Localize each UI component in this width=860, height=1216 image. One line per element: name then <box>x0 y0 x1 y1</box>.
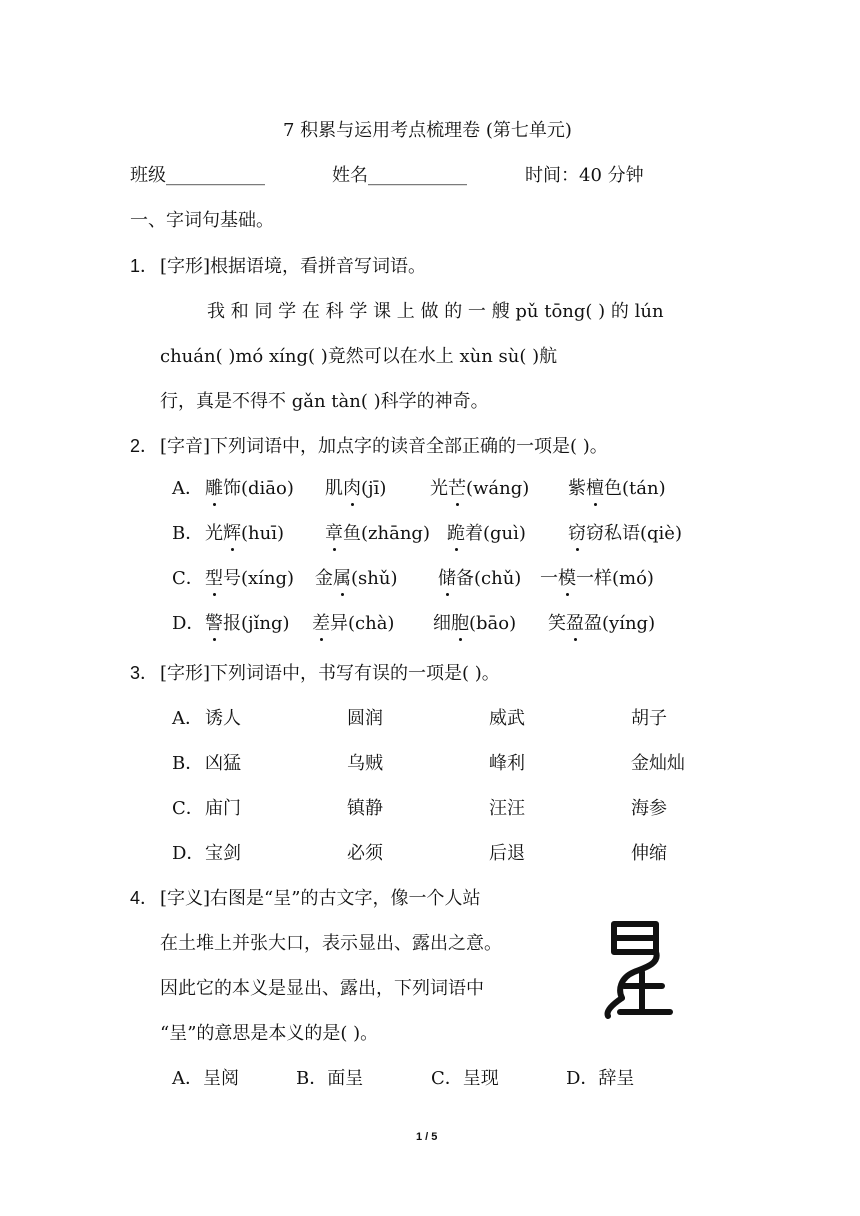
word-prefix: 紫 <box>568 478 586 499</box>
option-d: D．辞呈 <box>566 1068 635 1089</box>
question-text-line: 在土堆上并张大口，表示显出、露出之意。 <box>160 933 502 954</box>
option-letter: B． <box>172 753 204 774</box>
word-prefix: 细 <box>433 613 451 634</box>
option-word: 峰利 <box>489 753 525 774</box>
option-word: 凶猛 <box>205 753 241 774</box>
word-suffix: 饰(diāo) <box>223 478 294 499</box>
option-word: 庙门 <box>205 798 241 819</box>
option-letter: A． <box>172 708 203 729</box>
name-field-label: 姓名___________ <box>332 165 467 186</box>
option-word: 胡子 <box>631 708 667 729</box>
question-stem: [字形]根据语境，看拼音写词语。 <box>160 256 427 277</box>
option-letter: B． <box>172 523 204 544</box>
word-suffix: 异(chà) <box>330 613 395 634</box>
option-word <box>325 474 386 500</box>
option-word: 乌贼 <box>347 753 383 774</box>
question-stem: [字音]下列词语中，加点字的读音全部正确的一项是( )。 <box>160 436 608 457</box>
option-word <box>433 609 516 635</box>
option-b: B．面呈 <box>296 1068 364 1089</box>
question-text-line: “呈”的意思是本义的是( )。 <box>160 1023 379 1044</box>
option-word <box>205 519 284 545</box>
option-word <box>548 609 655 635</box>
option-word <box>315 564 397 590</box>
question-number: 4． <box>130 888 159 908</box>
word-suffix: (wáng) <box>466 478 530 499</box>
question-text-line: [字义]右图是“呈”的古文字，像一个人站 <box>160 888 481 909</box>
option-word: 诱人 <box>205 708 241 729</box>
option-word: 必须 <box>347 843 383 864</box>
option-word <box>438 564 521 590</box>
option-word: 金灿灿 <box>631 753 685 774</box>
time-label: 时间：40 分钟 <box>525 165 644 186</box>
page-title: 7 积累与运用考点梳理卷 (第七单元) <box>283 120 572 141</box>
dotted-character: 差 <box>312 609 330 635</box>
option-word <box>325 519 430 545</box>
option-letter: A． <box>172 478 203 499</box>
option-letter: C． <box>172 568 204 589</box>
word-prefix: 一 <box>540 568 558 589</box>
option-word: 镇静 <box>347 798 383 819</box>
word-suffix: 窃私语(qiè) <box>586 523 682 544</box>
option-a: A．呈阅 <box>172 1068 239 1089</box>
dotted-character: 窃 <box>568 519 586 545</box>
dotted-character: 檀 <box>586 474 604 500</box>
option-c: C．呈现 <box>431 1068 499 1089</box>
option-word <box>540 564 654 590</box>
question-text-line: 行，真是不得不 gǎn tàn( )科学的神奇。 <box>160 391 489 412</box>
option-word: 宝剑 <box>205 843 241 864</box>
word-prefix: 笑 <box>548 613 566 634</box>
option-word: 海参 <box>631 798 667 819</box>
option-word <box>430 474 529 500</box>
page-number: 1 / 5 <box>416 1131 438 1143</box>
option-word: 汪汪 <box>489 798 525 819</box>
question-text-line: 我 和 同 学 在 科 学 课 上 做 的 一 艘 pǔ tōng( ) 的 lún <box>207 301 664 322</box>
option-word <box>205 474 294 500</box>
option-word: 圆润 <box>347 708 383 729</box>
dotted-character: 警 <box>205 609 223 635</box>
word-suffix: 一样(mó) <box>576 568 654 589</box>
option-word <box>447 519 526 545</box>
question-number: 1． <box>130 256 159 276</box>
option-word: 后退 <box>489 843 525 864</box>
word-suffix: (huī) <box>241 523 284 544</box>
word-prefix: 光 <box>430 478 448 499</box>
word-suffix: 盈(yíng) <box>584 613 656 634</box>
class-field-label: 班级___________ <box>130 165 265 186</box>
word-suffix: 报(jǐng) <box>223 613 290 634</box>
dotted-character: 芒 <box>448 474 466 500</box>
option-word: 威武 <box>489 708 525 729</box>
word-suffix: 备(chǔ) <box>456 568 522 589</box>
word-prefix: 肌 <box>325 478 343 499</box>
dotted-character: 型 <box>205 564 223 590</box>
option-letter: C． <box>172 798 204 819</box>
word-suffix: 着(guì) <box>465 523 526 544</box>
dotted-character: 储 <box>438 564 456 590</box>
section-heading: 一、字词句基础。 <box>130 210 274 231</box>
dotted-character: 跪 <box>447 519 465 545</box>
question-number: 2． <box>130 436 159 456</box>
dotted-character: 章 <box>325 519 343 545</box>
option-word <box>568 474 666 500</box>
dotted-character: 盈 <box>566 609 584 635</box>
ancient-character-cheng-icon <box>600 912 680 1022</box>
word-suffix: (bāo) <box>469 613 517 634</box>
question-stem: [字形]下列词语中，书写有误的一项是( )。 <box>160 663 500 684</box>
dotted-character: 雕 <box>205 474 223 500</box>
option-word <box>205 609 290 635</box>
word-suffix: 号(xíng) <box>223 568 295 589</box>
option-letter: D． <box>172 613 205 634</box>
word-suffix: 鱼(zhāng) <box>343 523 430 544</box>
dotted-character: 模 <box>558 564 576 590</box>
option-word <box>205 564 294 590</box>
question-number: 3． <box>130 663 159 683</box>
word-suffix: 色(tán) <box>604 478 666 499</box>
question-text-line: 因此它的本义是显出、露出，下列词语中 <box>160 978 484 999</box>
word-prefix: 光 <box>205 523 223 544</box>
option-word: 伸缩 <box>631 843 667 864</box>
word-suffix: (jī) <box>361 478 387 499</box>
option-word <box>312 609 394 635</box>
question-text-line: chuán( )mó xíng( )竟然可以在水上 xùn sù( )航 <box>160 346 558 367</box>
option-word <box>568 519 682 545</box>
dotted-character: 属 <box>333 564 351 590</box>
option-letter: D． <box>172 843 205 864</box>
dotted-character: 辉 <box>223 519 241 545</box>
word-suffix: (shǔ) <box>351 568 398 589</box>
word-prefix: 金 <box>315 568 333 589</box>
dotted-character: 胞 <box>451 609 469 635</box>
dotted-character: 肉 <box>343 474 361 500</box>
